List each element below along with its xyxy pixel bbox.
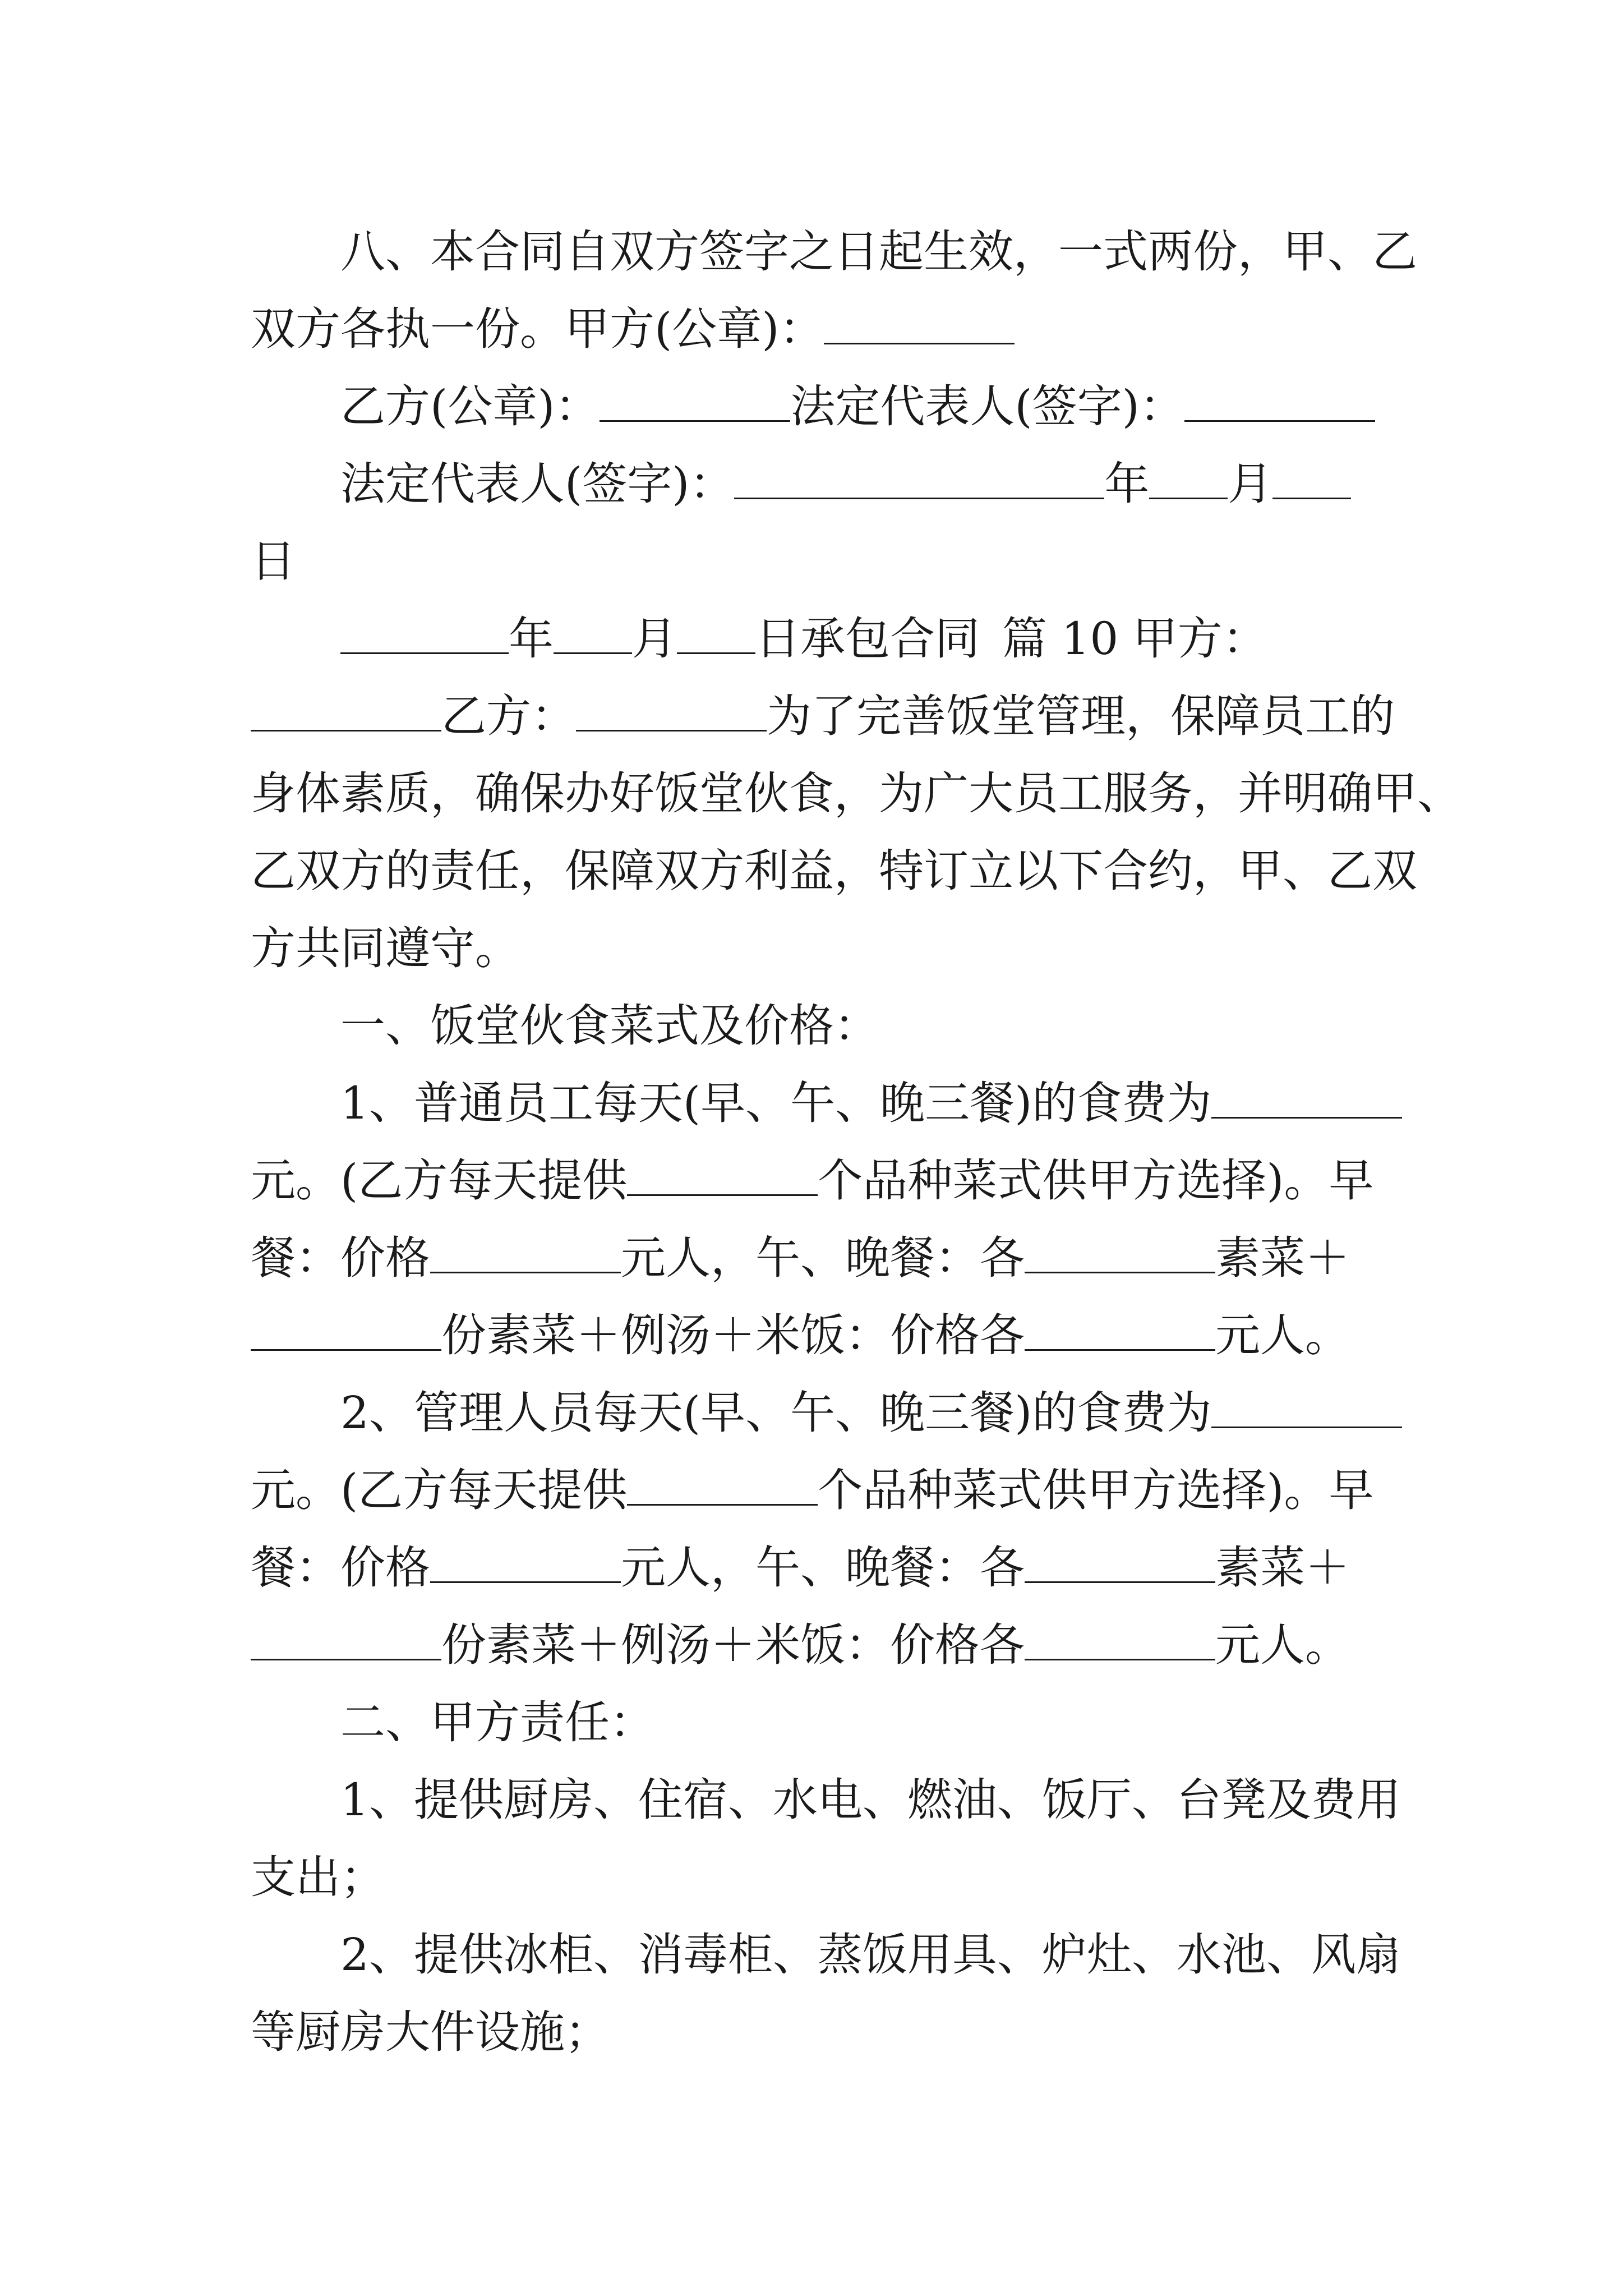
text: 方共同遵守。 [251, 922, 520, 974]
fill-in-blank [677, 619, 755, 654]
text: 乙方： [441, 690, 576, 742]
text-line [251, 1529, 1381, 1607]
fill-in-blank [734, 464, 1104, 499]
text: 年 [1104, 458, 1150, 510]
text-line [251, 1220, 1381, 1297]
text: 支出； [251, 1851, 385, 1903]
fill-in-blank [627, 1470, 818, 1506]
text-line [251, 1761, 1401, 1839]
text: 法定代表人(签字)： [790, 380, 1184, 432]
text: 元。(乙方每天提供 [251, 1464, 628, 1516]
text-line [251, 1297, 1381, 1374]
text: 八、本合同自双方签字之日起生效，一式两份，甲、乙 [340, 226, 1417, 278]
text-line [251, 1994, 1381, 2071]
text: 素菜＋ [1215, 1542, 1350, 1594]
text: 元人。 [1215, 1619, 1350, 1671]
text-line [251, 600, 1381, 678]
text: 身体素质，确保办好饭堂伙食，为广大员工服务，并明确甲、 [251, 767, 1462, 820]
text: 月 [632, 613, 677, 665]
text: 1、普通员工每天(早、午、晚三餐)的食费为 [340, 1077, 1212, 1129]
text-line [251, 1452, 1381, 1529]
text: 一、饭堂伙食菜式及价格： [340, 1000, 879, 1052]
text-line [251, 291, 1381, 368]
text: 元。(乙方每天提供 [251, 1154, 628, 1207]
text: 月 [1228, 458, 1273, 510]
text: 份素菜＋例汤＋米饭：价格各 [441, 1309, 1025, 1361]
text: 双方各执一份。甲方(公章)： [251, 303, 824, 355]
text: 2、管理人员每天(早、午、晚三餐)的食费为 [340, 1387, 1212, 1439]
text: 餐：价格 [251, 1542, 430, 1594]
fill-in-blank [1149, 464, 1228, 499]
text-line [251, 1374, 1381, 1452]
fill-in-blank [1211, 1393, 1402, 1428]
text-line [251, 832, 1417, 910]
text: 法定代表人(签字)： [340, 458, 735, 510]
fill-in-blank [576, 696, 767, 731]
text: 份素菜＋例汤＋米饭：价格各 [441, 1619, 1025, 1671]
text-line [251, 445, 1381, 523]
text: 1、提供厨房、住宿、水电、燃油、饭厅、台凳及费用 [340, 1774, 1401, 1826]
fill-in-blank [1025, 1238, 1215, 1273]
text-line [251, 1839, 1381, 1916]
text-line [251, 1607, 1381, 1684]
text-line [251, 368, 1381, 445]
fill-in-blank [1211, 1083, 1402, 1119]
text: 乙双方的责任，保障双方利益，特订立以下合约，甲、乙双 [251, 845, 1417, 897]
text: 元人。 [1215, 1309, 1350, 1361]
fill-in-blank [340, 619, 509, 654]
contract-text [251, 213, 1462, 2071]
fill-in-blank [1184, 386, 1375, 422]
fill-in-blank [251, 696, 441, 731]
fill-in-blank [600, 386, 790, 422]
fill-in-blank [1025, 1625, 1215, 1660]
text: 元人，午、晚餐：各 [621, 1542, 1025, 1594]
fill-in-blank [251, 1625, 441, 1660]
text-line [251, 678, 1395, 755]
text-line [251, 523, 1381, 600]
fill-in-blank [627, 1161, 818, 1196]
text-line [251, 1916, 1401, 1994]
text-line [251, 213, 1417, 291]
text-line [251, 1065, 1381, 1142]
text: 二、甲方责任： [340, 1696, 654, 1749]
text: 年 [509, 613, 554, 665]
text: 素菜＋ [1215, 1232, 1350, 1284]
text: 日承包合同 [755, 613, 980, 665]
text: 个品种菜式供甲方选择)。早 [818, 1154, 1374, 1207]
section-heading [251, 1684, 1381, 1761]
section-heading [251, 987, 1381, 1065]
fill-in-blank [824, 309, 1015, 344]
text-line [251, 1142, 1381, 1220]
fill-in-blank [430, 1548, 621, 1583]
text: 元人，午、晚餐：各 [621, 1232, 1025, 1284]
text-line [251, 910, 1381, 987]
text: 餐：价格 [251, 1232, 430, 1284]
text: 篇 10 甲方： [1002, 613, 1267, 665]
text: 等厨房大件设施； [251, 2006, 610, 2058]
fill-in-blank [1025, 1315, 1215, 1351]
fill-in-blank [554, 619, 632, 654]
fill-in-blank [1025, 1548, 1215, 1583]
text-line [251, 755, 1462, 832]
text: 乙方(公章)： [340, 380, 600, 432]
text: 日 [251, 535, 296, 587]
text: 2、提供冰柜、消毒柜、蒸饭用具、炉灶、水池、风扇 [340, 1929, 1401, 1981]
text: 为了完善饭堂管理，保障员工的 [767, 690, 1395, 742]
fill-in-blank [430, 1238, 621, 1273]
text: 个品种菜式供甲方选择)。早 [818, 1464, 1374, 1516]
fill-in-blank [251, 1315, 441, 1351]
fill-in-blank [1272, 464, 1351, 499]
